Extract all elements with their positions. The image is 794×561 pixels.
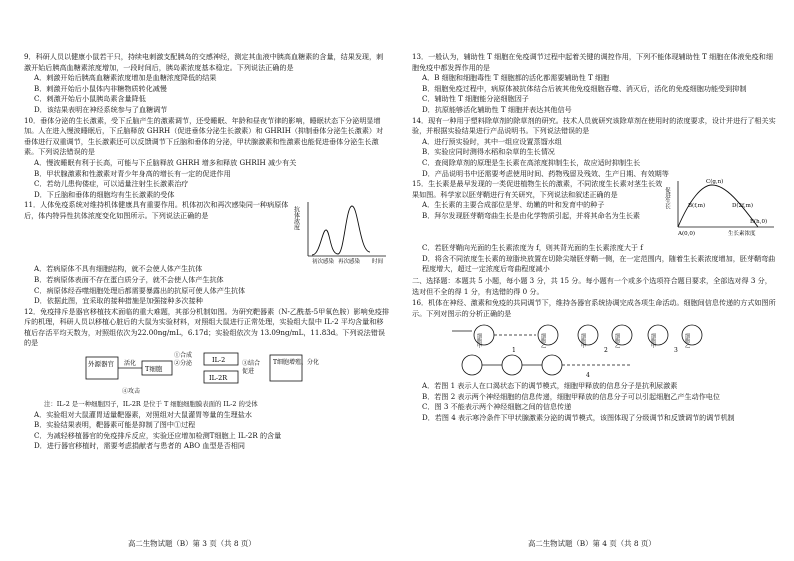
point-b-label: B(f,m) — [688, 203, 706, 210]
cell-1a: 细胞甲 — [476, 333, 482, 349]
fig-label-4: 4 — [586, 372, 590, 380]
q10-option-d: D．下丘脑和垂体的细胞均有生长激素的受体 — [34, 189, 175, 199]
q11-option-d: D．依据此图，宜采取的接种措施是加强接种多次接种 — [34, 296, 203, 306]
q12-option-c: C．为减轻移植器官的免疫排斥反应，实验还应增加检测T细胞上 IL-2R 的含量 — [34, 430, 282, 440]
step4-label: ④攻击 — [122, 388, 141, 396]
cell-2a: 细胞甲 — [580, 333, 586, 349]
promote-label: 促进 — [242, 368, 255, 376]
organ-label: 外源器官 — [88, 360, 114, 369]
q16-option-c: C．图 3 不能表示两个神经细胞之间的信息传递 — [422, 402, 572, 412]
q14-option-b: B．实验应同时测得水稻和杂草的生长情况 — [422, 147, 555, 157]
q14-stem: 14．现有一种用于塑料除草剂的除草剂的研究。技术人员就研究该除草剂在使用时的浓度要求，设计并进行了相关实验，并根据实验结果进行产品说明书。下列说法错误的是 — [412, 115, 776, 136]
q9-option-d: D．该结果表明在神经系统参与了血糖调节 — [34, 104, 168, 114]
q15-option-c: C．若胚芽鞘向光面的生长素浓度为 f，则其背光面的生长素浓度大于 f — [422, 243, 643, 253]
antibody-curve-figure — [294, 200, 390, 264]
q14-option-a: A．进行预实验时，其中一组应设置蒸馏水组 — [422, 136, 562, 146]
step3-label: ③结合 — [242, 360, 261, 368]
q16-option-d: D．若图 4 表示寒冷条件下甲状腺激素分泌的调节模式，该图体现了分级调节和反馈调节的调节机制 — [422, 413, 735, 423]
point-a-label: A(0,0) — [678, 231, 696, 238]
q13-option-a: A．B 细胞和细胞毒性 T 细胞都的活化都需要辅助性 T 细胞 — [422, 73, 610, 83]
cell-2b: 细胞乙 — [614, 333, 620, 349]
q15-stem: 15．生长素是最早发现的一类促进植物生长的激素，不同浓度生长素对茎生长效果如图。科学家以胚芽鞘进行有关研究，下列说法和叙述正确的是 — [412, 179, 663, 199]
immune-rejection-diagram — [24, 351, 324, 397]
fig-label-2: 2 — [604, 347, 608, 355]
q9-option-c: C．刺激开始后小鼠胰岛素含量降低 — [34, 94, 146, 104]
activate-label: 活化 — [124, 360, 137, 368]
cell-3a: 细胞甲 — [650, 333, 656, 349]
q13-option-c: C．辅助性 T 细胞能分泌细胞因子 — [422, 94, 529, 104]
q11-option-b: B．若病原体表面不存在蛋白质分子，就不会使人体产生抗体 — [34, 274, 224, 284]
q14-option-d: D．产品说明书中还需要考虑使用时间、药物残留及残效、生产日期、有效期等 — [422, 168, 669, 178]
auxin-curve-figure — [666, 179, 778, 243]
cell-3b: 细胞乙 — [684, 333, 690, 349]
left-column — [24, 52, 390, 452]
q14-option-c: C．查阅除草剂的原理是生长素在高浓度抑制生长，故应适时抑制生长 — [422, 157, 641, 167]
q12-note: 注：IL-2 是一种细胞因子，IL-2R 是位于 T 细胞细胞膜表面的 IL-2 的受体 — [44, 400, 258, 409]
second-infection-label: 再次感染 — [338, 259, 361, 266]
q11-stem: 11．人体免疫系统对维持机体健康具有重要作用。机体初次和再次感染同一种病原体后，体内特异性抗体浓度变化如图所示。下列说法正确的是 — [24, 200, 289, 220]
q10-stem: 10．垂体分泌的生长激素，受下丘脑产生的激素调节，还受睡眠、年龄和昼夜节律的影响，睡眠状态下分泌明显增加。人在进入慢波睡眠后，下丘脑释放 GHRH（促进垂体分泌生长激素）和 GHRIH（抑制垂体分泌生长激素）对垂体进行双重调节，生长激素还可以反馈调节下丘脑和垂体的分泌，甲状腺激素和性激素也能促进垂体分泌生长激素。下列说法错误的是 — [24, 115, 384, 157]
q12-stem: 12．免疫排斥是器官移植技术面临的重大难题，其部分机制如图。为研究靶器素（N-乙酰基-5甲氧色胺）影响免疫排斥的机理，科研人员以移植心脏后的大鼠为实验材料，对照组大鼠进行正常处理，实验组大鼠中 IL-2 平均含量和移植后存活平均天数为，对照组依次为22.00ng/mL，6.17d；实验组依次为 13.09ng/mL，11.83d。下列说法错误的是 — [24, 306, 390, 348]
q12-option-b: B．实验结果表明，靶器素可能是抑制了图中①过程 — [34, 420, 196, 430]
auxin-x-label: 生长素浓度 — [728, 231, 756, 238]
q11-block — [24, 200, 390, 264]
cell-signaling-figure — [412, 321, 712, 379]
q15-option-b: B．拜尔发现胚芽鞘弯曲生长是由化学物质引起，并将其命名为生长素 — [422, 210, 641, 220]
q16-option-a: A．若图 1 表示人在口渴状态下的调节模式，细胞甲释放的信息分子是抗利尿激素 — [422, 381, 678, 391]
antibody-y-label: 抗体浓度 — [292, 206, 300, 231]
q13-option-b: B．细胞免疫过程中，病原体被抗体结合后被其他免疫细胞吞噬、消灭后，活化的免疫细胞功能受到抑制 — [422, 83, 747, 93]
q11-option-c: C．病原体经吞噬细胞处理后都需要暴露出的抗原可使人体产生抗体 — [34, 285, 246, 295]
q15-option-d: D．将含不同浓度生长素的琼脂块放置在切除尖端胚芽鞘一侧，在一定范围内，随着生长素浓度增加，胚芽鞘弯曲程度增大，超过一定浓度后弯曲程度减小 — [422, 253, 776, 274]
q10-option-a: A．慢波睡眠有利于长高，可能与下丘脑释放 GHRH 增多和释放 GHRIH 减少有关 — [34, 157, 297, 167]
q13-stem: 13．一般认为，辅助性 T 细胞在免疫调节过程中起着关键的调控作用，下列不能体现辅助性 T 细胞在体液免疫和细胞免疫中都发挥作用的是 — [412, 52, 773, 72]
promote-growth-label: 促进生长 — [664, 187, 670, 210]
fig-label-1: 1 — [512, 347, 516, 355]
q15-block — [412, 179, 778, 243]
q12-option-d: D．进行器官移植时，需要考虑捐献者与患者的 ABO 血型是否相同 — [34, 441, 245, 451]
q16-stem: 16．机体在神经、激素和免疫的共同调节下，维持各器官系统协调完成各项生命活动。细胞间信息传递的方式如图所示。下列对图示的分析正确的是 — [412, 298, 776, 318]
q15-option-a: A．生长素的主要合成部位是芽、幼嫩的叶和发育中的种子 — [422, 200, 605, 210]
q9-stem: 9．科研人员以健康小鼠若干只，持续电刺激支配胰岛的交感神经，测定其血液中胰高血糖素的含量，结果发现，刺激开始后胰高血糖素浓度增加，一段时间后，胰岛素浓度基本稳定。下列说法正确的是 — [24, 52, 384, 72]
right-column — [412, 52, 778, 424]
fig-label-3: 3 — [674, 347, 678, 355]
right-page-footer: 高二生物试题（B）第 4 页（共 8 页） — [528, 539, 656, 548]
q10-option-c: C．若幼儿患佝偻症，可以适量注射生长激素治疗 — [34, 179, 189, 189]
il2r-label: IL-2R — [209, 374, 228, 383]
t-cell-label: T细胞 — [145, 365, 163, 374]
q16-option-b: B．若图 2 表示两个神经细胞的信息传递，细胞甲释放的信息分子可以引起细胞乙产生动作电位 — [422, 391, 720, 401]
result-label: T细胞增殖、分化 — [273, 359, 320, 367]
point-e-label: E(h,0) — [750, 219, 768, 226]
first-infection-label: 初次感染 — [312, 259, 335, 266]
time-label: 时间 — [372, 259, 384, 266]
q12-option-a: A．实验组对大鼠灌胃适量靶器素，对照组对大鼠灌胃等量的生理盐水 — [34, 409, 252, 419]
section-2-heading: 二、选择题：本题共 5 小题，每小题 3 分，共 15 分。每小题有一个或多个选项符合题目要求，全部选对得 3 分，选对但不全的得 1 分，有选错的得 0 分。 — [412, 275, 772, 296]
step1-label: ①合成 — [174, 352, 193, 360]
q10-option-b: B．甲状腺激素和性激素对青少年身高的增长有一定的促进作用 — [34, 168, 231, 178]
cell-1b: 细胞乙 — [540, 333, 546, 349]
left-page-footer: 高二生物试题（B）第 3 页（共 8 页） — [128, 539, 256, 548]
step2-label: ②分泌 — [174, 360, 193, 368]
point-c-label: C(g,n) — [706, 179, 724, 186]
q9-option-b: B．刺激开始后小鼠体内非糖物质转化减慢 — [34, 83, 167, 93]
q11-option-a: A．若病原体不具有细胞结构，就不会使人体产生抗体 — [34, 264, 203, 274]
il2-label: IL-2 — [212, 356, 226, 365]
q13-option-d: D．抗原能够活化辅助性 T 细胞并表达其他信号 — [422, 104, 572, 114]
point-d-label: D(2f,m) — [732, 203, 754, 210]
q9-option-a: A．刺激开始后胰高血糖素浓度增加是血糖浓度降低的结果 — [34, 73, 217, 83]
